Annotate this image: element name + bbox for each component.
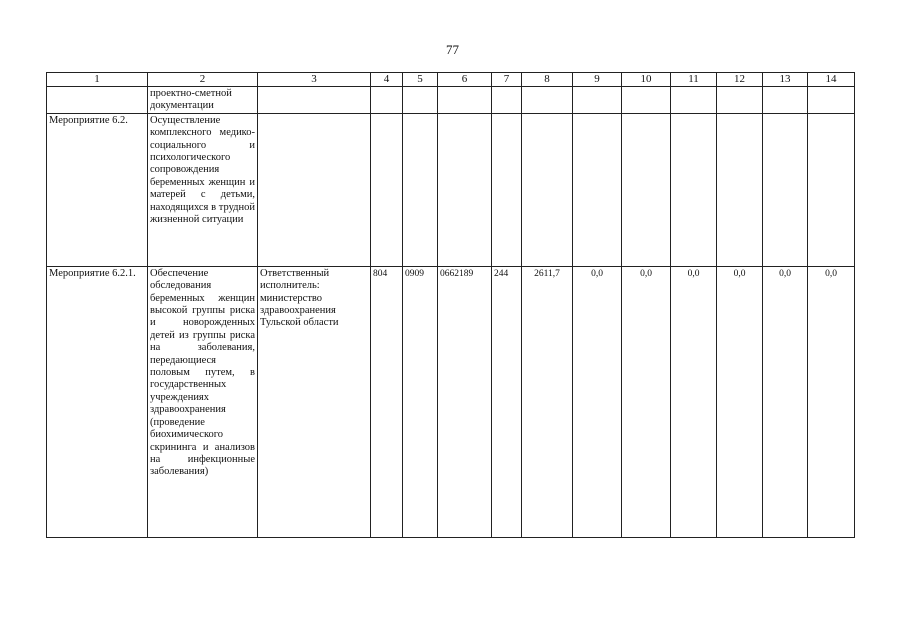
value-cell xyxy=(492,87,522,114)
column-header: 4 xyxy=(371,73,403,87)
column-header: 8 xyxy=(522,73,573,87)
value-cell xyxy=(763,87,808,114)
value-cell: 0909 xyxy=(403,266,438,537)
value-cell xyxy=(717,113,763,266)
column-header: 12 xyxy=(717,73,763,87)
table-row xyxy=(47,87,855,114)
value-cell xyxy=(522,113,573,266)
value-cell xyxy=(438,87,492,114)
table-row xyxy=(47,113,855,266)
value-cell xyxy=(403,87,438,114)
value-cell xyxy=(438,113,492,266)
value-cell xyxy=(622,113,671,266)
value-cell xyxy=(573,113,622,266)
column-header: 14 xyxy=(808,73,855,87)
executor-cell xyxy=(258,87,371,114)
value-cell xyxy=(808,113,855,266)
activity-description-cell: Обеспечение обследования беременных женщин высокой группы риска и новорожденных детей из группы риска на заболевания, передающиеся половым путем, в государственных учреждениях здравоохранения (проведение биохимического скрининга и анализов на инфекционные заболевания) xyxy=(148,266,258,537)
column-header: 10 xyxy=(622,73,671,87)
value-cell xyxy=(808,87,855,114)
activity-code-cell: Мероприятие 6.2.1. xyxy=(47,266,148,537)
activity-code-cell xyxy=(47,87,148,114)
column-header: 6 xyxy=(438,73,492,87)
page-number: 77 xyxy=(446,42,459,57)
column-header: 13 xyxy=(763,73,808,87)
value-cell xyxy=(573,87,622,114)
value-cell: 804 xyxy=(371,266,403,537)
value-cell xyxy=(622,87,671,114)
value-cell: 2611,7 xyxy=(522,266,573,537)
executor-cell: Ответственный исполнитель: министерство здравоохранения Тульской области xyxy=(258,266,371,537)
activity-code-cell: Мероприятие 6.2. xyxy=(47,113,148,266)
activity-description-cell: Осуществление комплексного медико-социального и психологического сопровождения беременных женщин и матерей с детьми, находящихся в трудной жизненной ситуации xyxy=(148,113,258,266)
activity-description-cell: проектно-сметной документации xyxy=(148,87,258,114)
budget-table xyxy=(46,72,855,538)
value-cell: 0,0 xyxy=(763,266,808,537)
value-cell xyxy=(671,87,717,114)
executor-cell xyxy=(258,113,371,266)
value-cell xyxy=(671,113,717,266)
value-cell xyxy=(403,113,438,266)
value-cell xyxy=(763,113,808,266)
value-cell: 0,0 xyxy=(573,266,622,537)
value-cell xyxy=(371,113,403,266)
header-row xyxy=(47,73,855,87)
column-header: 9 xyxy=(573,73,622,87)
value-cell: 0,0 xyxy=(808,266,855,537)
value-cell xyxy=(371,87,403,114)
column-header: 7 xyxy=(492,73,522,87)
value-cell: 0,0 xyxy=(717,266,763,537)
value-cell: 244 xyxy=(492,266,522,537)
value-cell: 0662189 xyxy=(438,266,492,537)
column-header: 11 xyxy=(671,73,717,87)
table-row xyxy=(47,266,855,537)
column-header: 1 xyxy=(47,73,148,87)
value-cell xyxy=(492,113,522,266)
value-cell xyxy=(717,87,763,114)
column-header: 3 xyxy=(258,73,371,87)
value-cell: 0,0 xyxy=(671,266,717,537)
column-header: 2 xyxy=(148,73,258,87)
value-cell: 0,0 xyxy=(622,266,671,537)
value-cell xyxy=(522,87,573,114)
column-header: 5 xyxy=(403,73,438,87)
